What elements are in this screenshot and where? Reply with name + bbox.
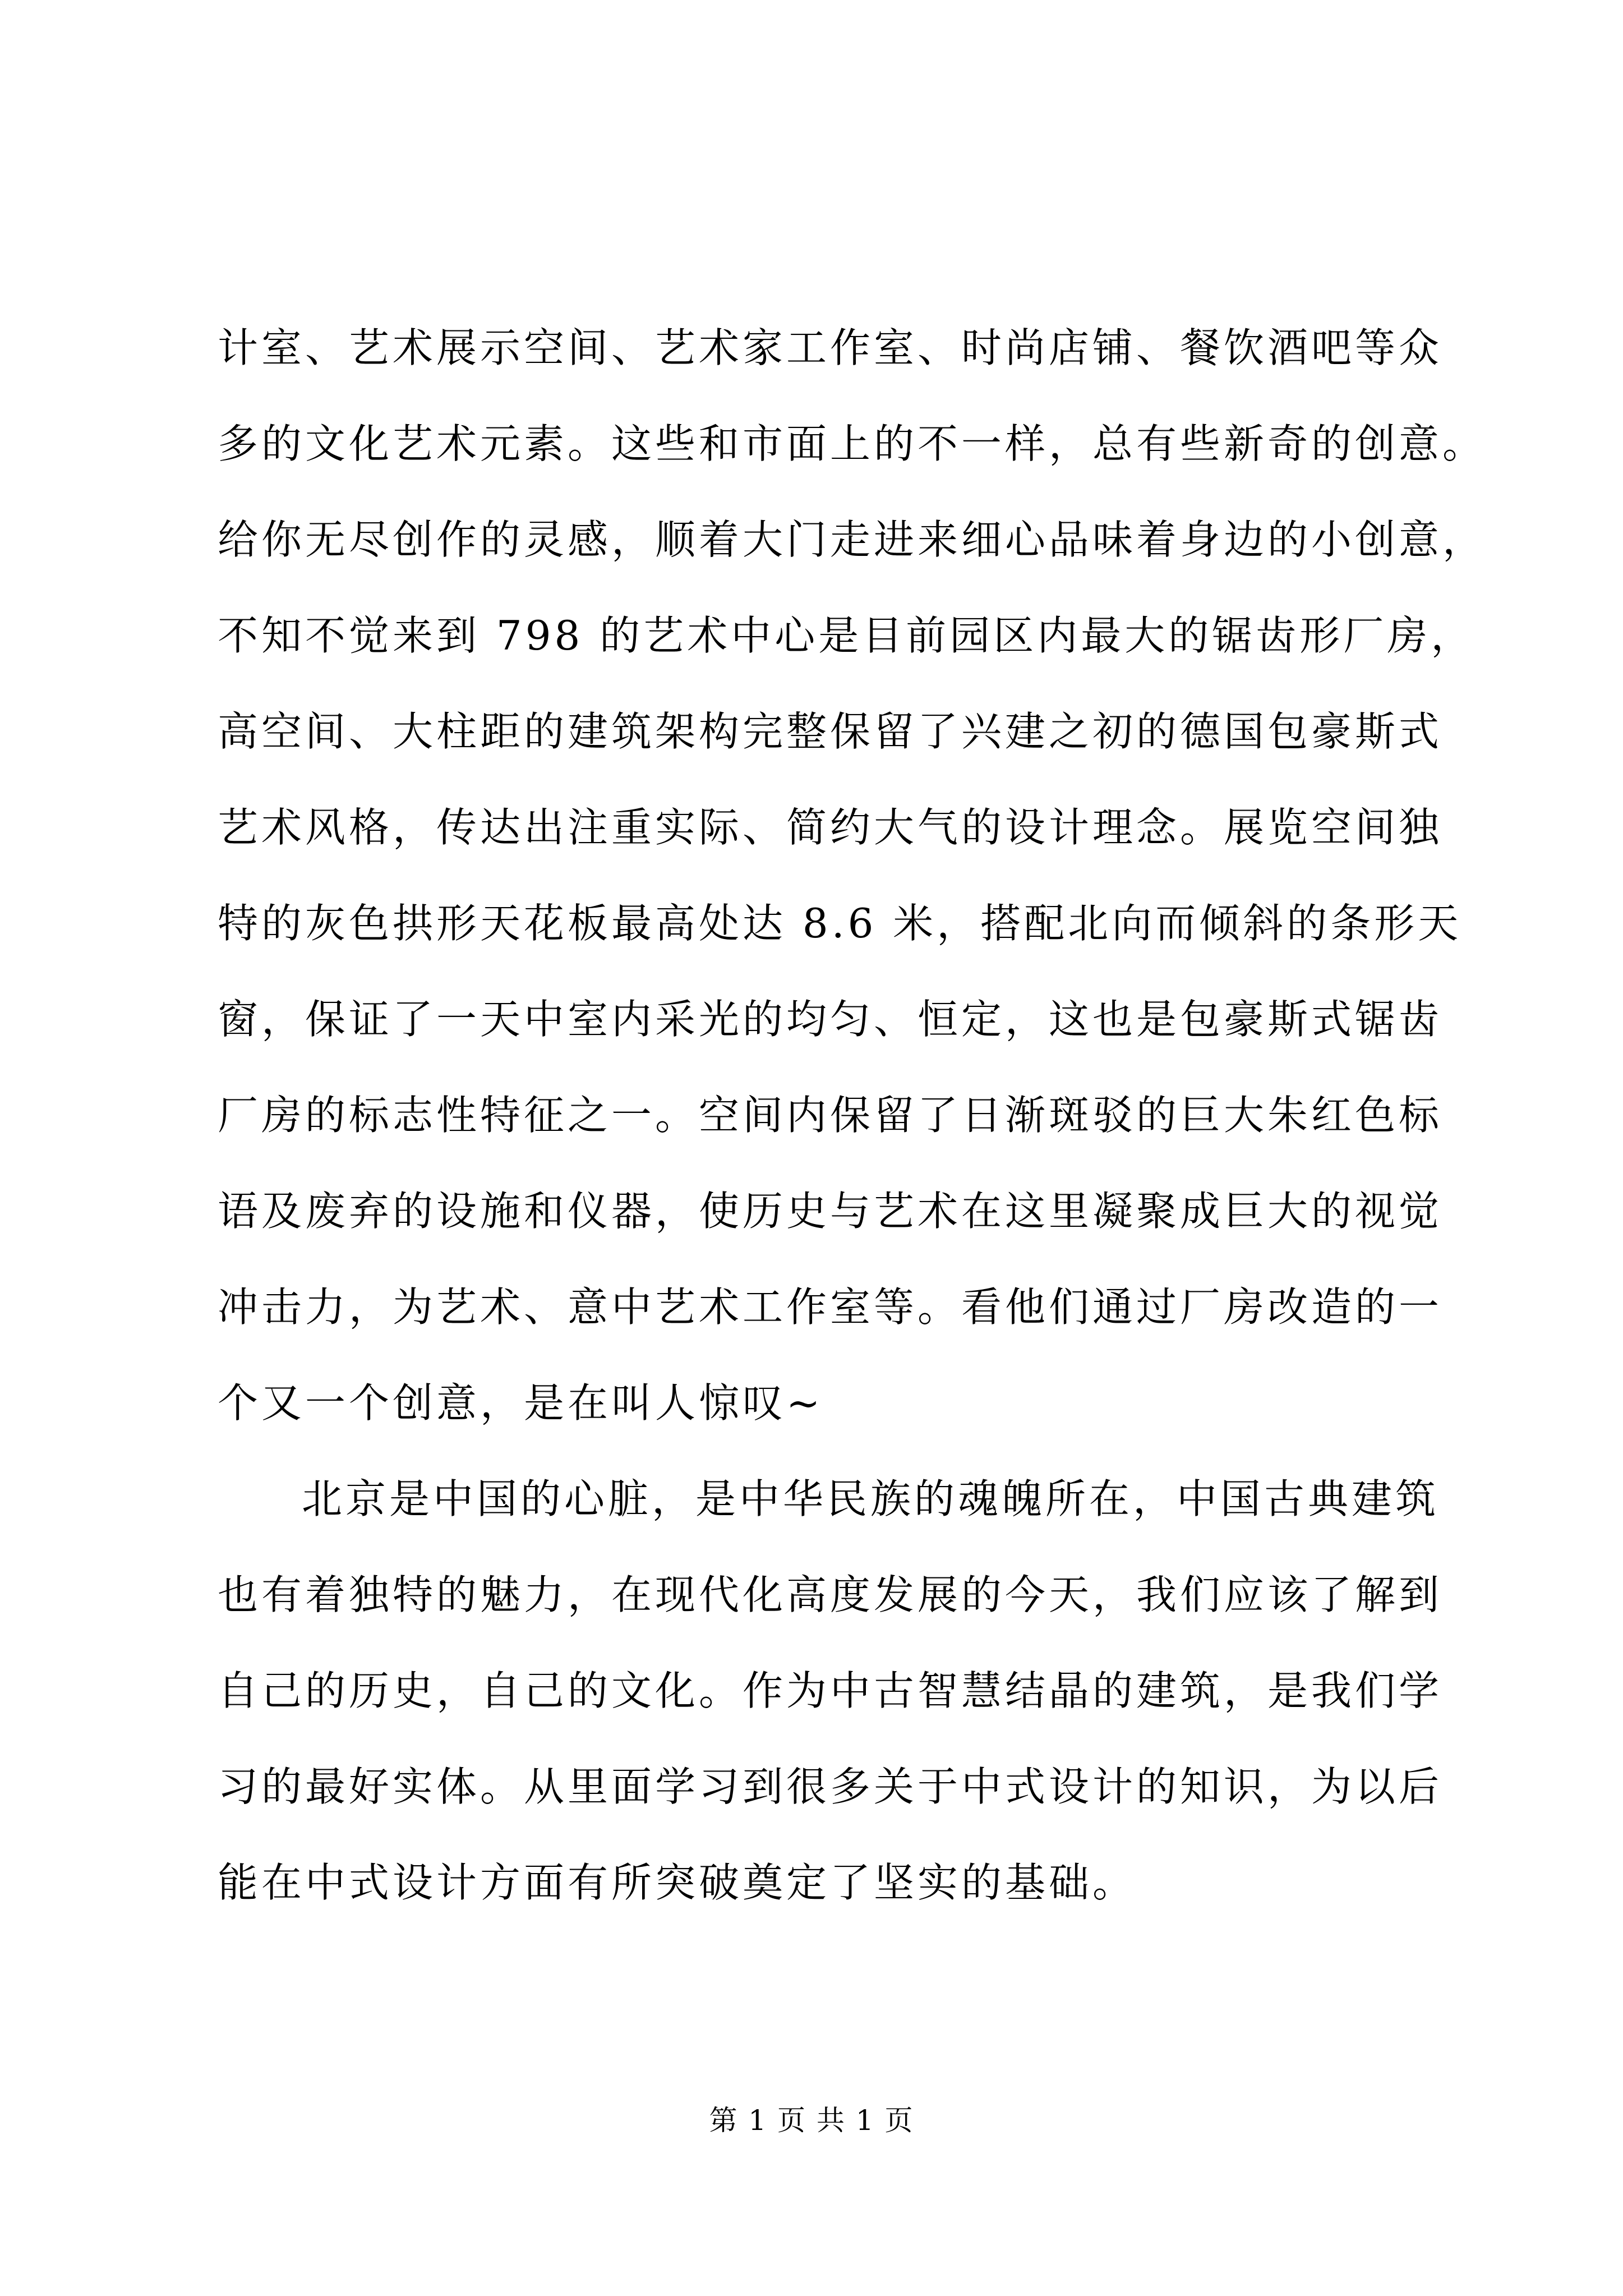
text-line: 计室、艺术展示空间、艺术家工作室、时尚店铺、餐饮酒吧等众 bbox=[218, 324, 1443, 371]
text-line: 能在中式设计方面有所突破奠定了坚实的基础。 bbox=[218, 1859, 1137, 1906]
text-line: 窗，保证了一天中室内采光的均匀、恒定，这也是包豪斯式锯齿 bbox=[218, 996, 1443, 1043]
text-line: 也有着独特的魅力，在现代化高度发展的今天，我们应该了解到 bbox=[218, 1571, 1443, 1618]
text-line: 特的灰色拱形天花板最高处达 8.6 米，搭配北向而倾斜的条形天 bbox=[218, 900, 1462, 947]
text-line: 习的最好实体。从里面学习到很多关于中式设计的知识，为以后 bbox=[218, 1763, 1443, 1810]
text-line: 高空间、大柱距的建筑架构完整保留了兴建之初的德国包豪斯式 bbox=[218, 708, 1443, 755]
text-line: 冲击力，为艺术、意中艺术工作室等。看他们通过厂房改造的一 bbox=[218, 1283, 1443, 1331]
paragraph-first-line: 北京是中国的心脏，是中华民族的魂魄所在，中国古典建筑 bbox=[302, 1475, 1440, 1522]
text-line: 不知不觉来到 798 的艺术中心是目前园区内最大的锯齿形厂房， bbox=[218, 612, 1475, 659]
page-number-label: 第 1 页 共 1 页 bbox=[709, 2104, 914, 2137]
text-line: 自己的历史，自己的文化。作为中古智慧结晶的建筑，是我们学 bbox=[218, 1667, 1443, 1714]
text-line: 多的文化艺术元素。这些和市面上的不一样，总有些新奇的创意。 bbox=[218, 420, 1487, 467]
text-line: 艺术风格，传达出注重实际、简约大气的设计理念。展览空间独 bbox=[218, 804, 1443, 851]
body-text bbox=[218, 300, 1487, 1931]
text-line: 厂房的标志性特征之一。空间内保留了日渐斑驳的巨大朱红色标 bbox=[218, 1092, 1443, 1139]
text-line: 给你无尽创作的灵感，顺着大门走进来细心品味着身边的小创意， bbox=[218, 516, 1487, 563]
text-line: 语及废弃的设施和仪器，使历史与艺术在这里凝聚成巨大的视觉 bbox=[218, 1188, 1443, 1235]
text-line: 个又一个创意，是在叫人惊叹~ bbox=[218, 1379, 824, 1427]
page-footer bbox=[0, 2101, 1623, 2140]
